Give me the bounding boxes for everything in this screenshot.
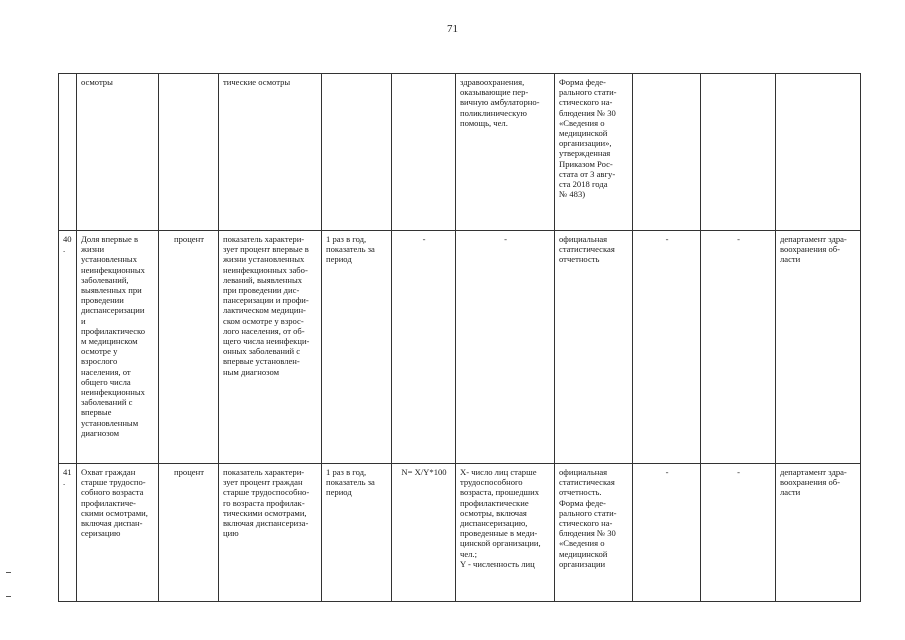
responsible-body: департамент здра- воохранения об- ласти	[776, 464, 861, 602]
column-9	[633, 74, 701, 231]
responsible-body: департамент здра- воохранения об- ласти	[776, 231, 861, 464]
calculation-formula: N= X/Y*100	[392, 464, 456, 602]
column-10	[701, 74, 776, 231]
column-10: -	[701, 231, 776, 464]
data-source: официальная статистическая отчетность	[555, 231, 633, 464]
data-source: Форма феде- рального стати- стического на- блюдения № 30 «Сведения о медицинской организации», утвержденная Приказом Рос- стата от 3 авгу- ста 2018 года № 483)	[555, 74, 633, 231]
formula-components: здравоохранения, оказывающие пер- вичную амбулаторно- поликлиническую помощь, чел.	[456, 74, 555, 231]
periodicity: 1 раз в год, показатель за период	[322, 464, 392, 602]
table-row-continuation	[59, 74, 861, 231]
table-row-41	[59, 464, 861, 602]
data-source: официальная статистическая отчетность. Форма феде- рального стати- стического на- блюдения № 30 «Сведения о медицинской организации	[555, 464, 633, 602]
column-9: -	[633, 464, 701, 602]
page-number: 71	[447, 23, 458, 35]
table-row-40	[59, 231, 861, 464]
row-number: 41.	[59, 464, 77, 602]
row-number: 40.	[59, 231, 77, 464]
scan-edge-mark	[6, 572, 11, 573]
unit-of-measure: процент	[159, 464, 219, 602]
indicator-definition: показатель характери- зует процент впервые в жизни установленных неинфекционных забо- леваний, выявленных при проведении дис- пансеризации и профи- лактическом медицин- ском осмотре у взрос- лого населения, от об- щего числа неинфекци- онных заболеваний с впервые установлен- ным диагнозом	[219, 231, 322, 464]
scan-edge-mark	[6, 596, 11, 597]
periodicity: 1 раз в год, показатель за период	[322, 231, 392, 464]
indicator-name: осмотры	[77, 74, 159, 231]
unit-of-measure	[159, 74, 219, 231]
indicator-definition: показатель характери- зует процент граждан старше трудоспособно- го возраста профилак- тическими осмотрами, включая диспансериза- цию	[219, 464, 322, 602]
indicators-table	[58, 73, 861, 602]
unit-of-measure: процент	[159, 231, 219, 464]
indicator-name: Доля впервые в жизни установленных неинфекционных заболеваний, выявленных при проведении диспансеризации и профилактическо м медицинском осмотре у взрослого населения, от общего числа неинфекционных заболеваний с впервые установленным диагнозом	[77, 231, 159, 464]
responsible-body	[776, 74, 861, 231]
row-number	[59, 74, 77, 231]
column-10: -	[701, 464, 776, 602]
calculation-formula	[392, 74, 456, 231]
periodicity	[322, 74, 392, 231]
column-9: -	[633, 231, 701, 464]
indicator-definition: тические осмотры	[219, 74, 322, 231]
calculation-formula: -	[392, 231, 456, 464]
formula-components: -	[456, 231, 555, 464]
formula-components: X- число лиц старше трудоспособного возраста, прошедших профилактические осмотры, включая диспансеризацию, проведенные в меди- цинской организации, чел.; Y - численность лиц	[456, 464, 555, 602]
indicator-name: Охват граждан старше трудоспо- собного возраста профилактиче- скими осмотрами, включая диспан- серизацию	[77, 464, 159, 602]
